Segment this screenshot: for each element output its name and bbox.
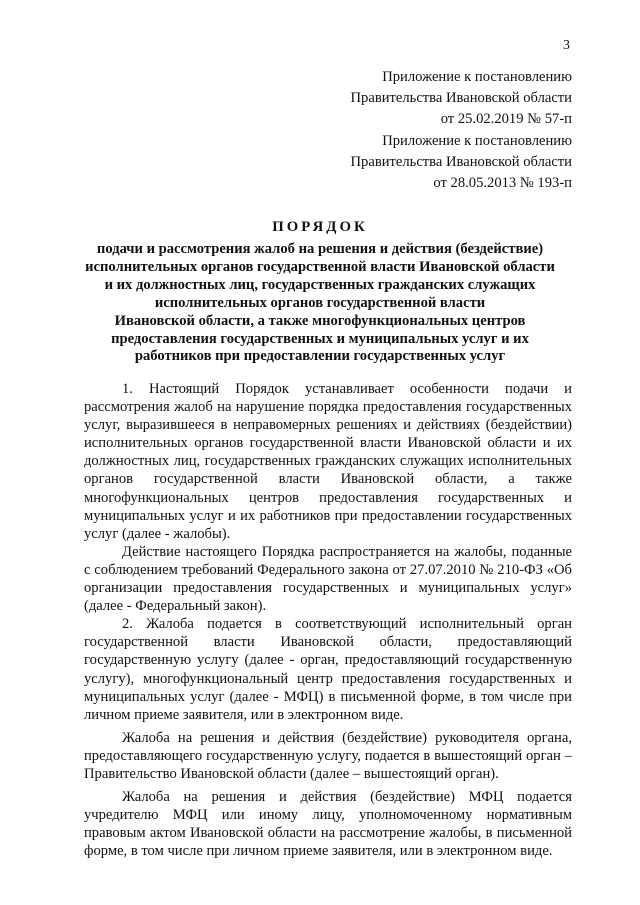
- subtitle-line: предоставления государственных и муниципальных услуг и их: [111, 330, 529, 347]
- document-title: ПОРЯДОК: [272, 219, 368, 235]
- appendix-note-2013: [300, 131, 572, 194]
- page-number: 3: [563, 38, 570, 53]
- subtitle-line: исполнительных органов государственной власти Ивановской области: [85, 258, 555, 275]
- paragraph-4: Жалоба на решения и действия (бездействие) руководителя органа, предоставляющего государственную услугу, подается в вышестоящий орган – Правительство Ивановской области (далее – вышестоящий орган).: [84, 729, 572, 782]
- subtitle-line: подачи и рассмотрения жалоб на решения и действия (бездействие): [96, 241, 544, 257]
- appendix-line: Правительства Ивановской области: [350, 90, 572, 106]
- subtitle-line: Ивановской области, а также многофункциональных центров: [114, 312, 526, 329]
- document-body: [84, 380, 572, 860]
- appendix-line: Правительства Ивановской области: [350, 154, 572, 170]
- appendix-note-2019: [300, 67, 572, 130]
- paragraph-3: 2. Жалоба подается в соответствующий исполнительный орган государственной власти Ивановской области, предоставляющий государственную услугу (далее - орган, предоставляющий государственную услугу), многофункциональный центр предоставления государственных и муниципальных услуг (далее - МФЦ) в письменной форме, в том числе при личном приеме заявителя, или в электронном виде.: [84, 616, 572, 723]
- appendix-line: Приложение к постановлению: [382, 69, 572, 85]
- paragraph-1: 1. Настоящий Порядок устанавливает особенности подачи и рассмотрения жалоб на нарушение порядка предоставления государственных услуг, выразившееся в неправомерных решениях и действиях (бездействии) исполнительных органов государственной власти Ивановской области и их должностных лиц, государственных гражданских служащих исполнительных органов государственной власти Ивановской области, а также многофункциональных центров предоставления государственных и муниципальных услуг и их работников при предоставлении государственных услуг (далее - жалобы).: [84, 381, 572, 542]
- subtitle-line: работников при предоставлении государственных услуг: [134, 348, 506, 365]
- appendix-line: Приложение к постановлению: [382, 133, 572, 149]
- subtitle-line: и их должностных лиц, государственных гражданских служащих: [104, 276, 536, 293]
- appendix-line: от 25.02.2019 № 57-п: [440, 111, 572, 127]
- subtitle-line: исполнительных органов государственной власти: [154, 294, 486, 311]
- paragraph-2: Действие настоящего Порядка распространяется на жалобы, поданные с соблюдением требований Федерального закона от 27.07.2010 № 210-ФЗ «Об организации предоставления государственных и муниципальных услуг» (далее - Федеральный закон).: [84, 543, 572, 615]
- paragraph-5: Жалоба на решения и действия (бездействие) МФЦ подается учредителю МФЦ или иному лицу, уполномоченному нормативным правовым актом Ивановской области на рассмотрение жалобы, в письменной форме, в том числе при личном приеме заявителя, или в электронном виде.: [84, 789, 572, 860]
- document-subtitle: [60, 241, 580, 366]
- appendix-line: от 28.05.2013 № 193-п: [433, 175, 572, 191]
